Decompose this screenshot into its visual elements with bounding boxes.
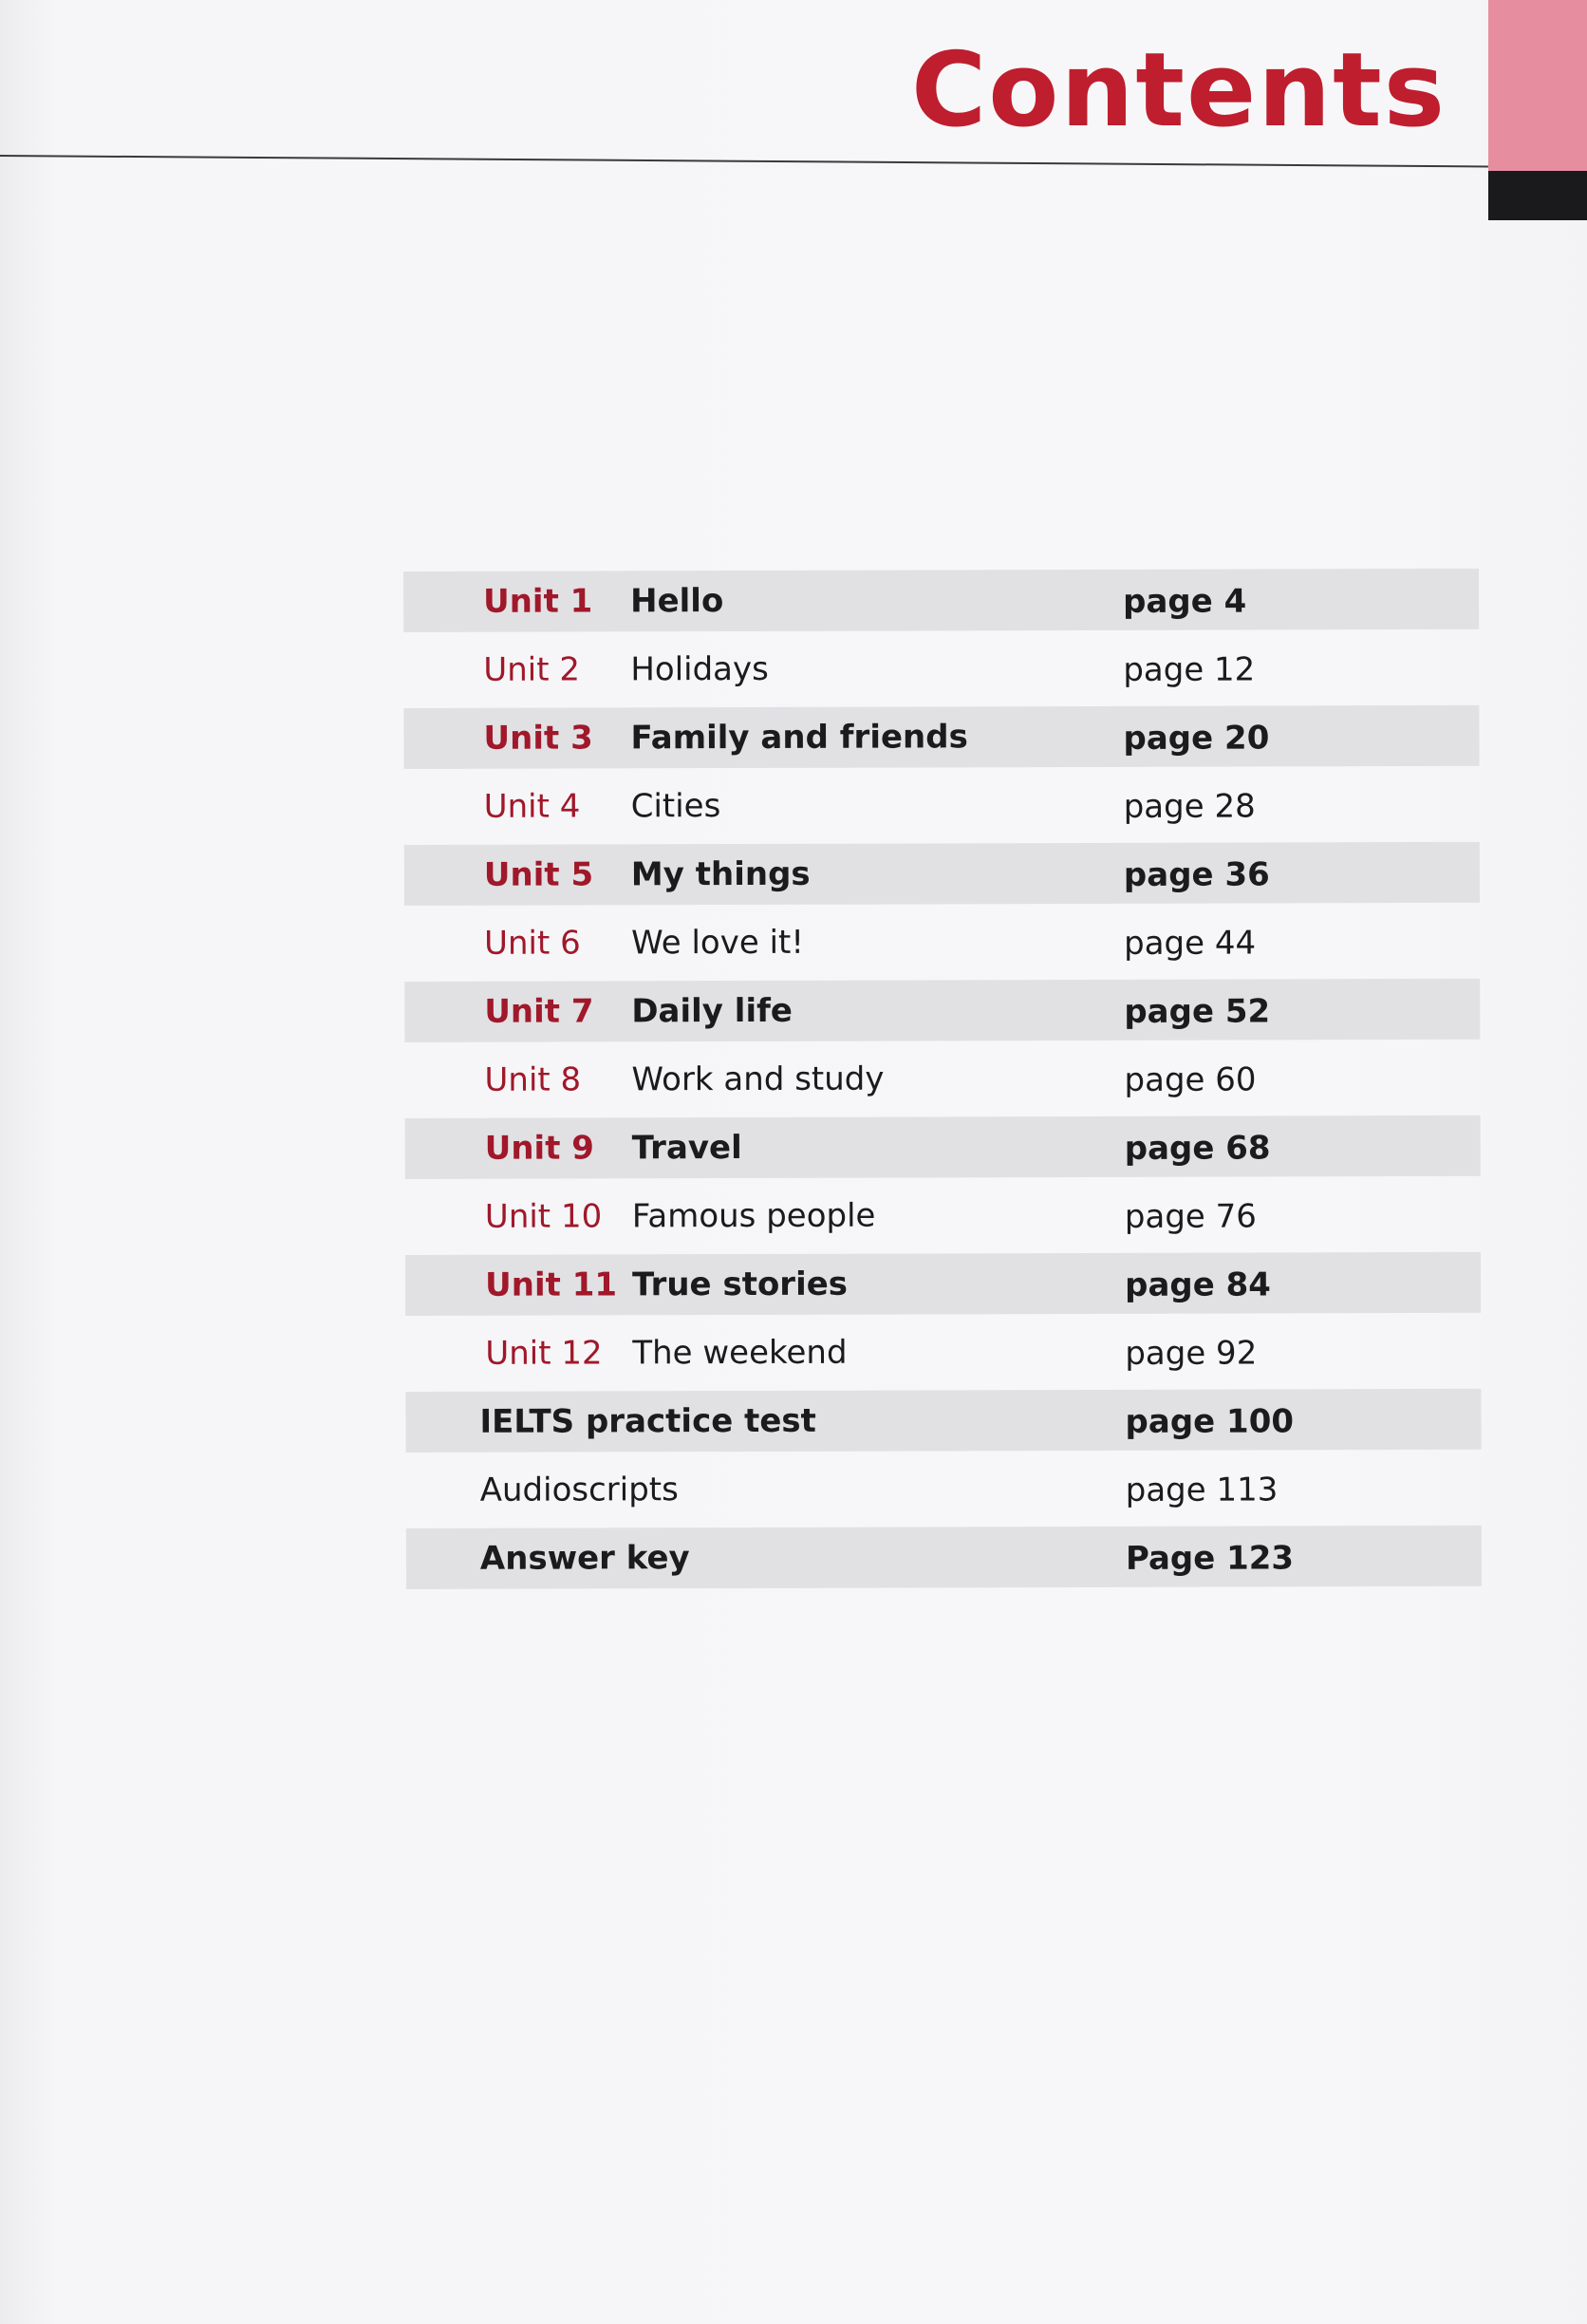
unit-title: Holidays	[630, 649, 769, 689]
unit-number: Unit 9	[484, 1129, 594, 1168]
unit-number: Unit 4	[483, 787, 581, 826]
page-ref: page 113	[1125, 1471, 1279, 1509]
toc-row-unit-12[interactable]	[405, 1321, 1481, 1384]
unit-title: Famous people	[631, 1196, 876, 1236]
unit-title: The weekend	[632, 1333, 848, 1373]
toc-row-unit-1[interactable]	[403, 569, 1479, 632]
page-ref: page 52	[1124, 992, 1271, 1031]
unit-title: Daily life	[631, 991, 793, 1031]
section-title: Answer key	[479, 1539, 690, 1578]
unit-title: Family and friends	[630, 718, 968, 758]
page-ref: page 68	[1124, 1129, 1271, 1168]
page-ref: page 20	[1123, 719, 1270, 758]
page-ref: Page 123	[1125, 1539, 1295, 1578]
page-ref: page 60	[1124, 1060, 1257, 1099]
page-ref: page 76	[1124, 1197, 1257, 1236]
unit-title: My things	[630, 854, 811, 894]
toc-row-unit-2[interactable]	[403, 637, 1479, 701]
toc-row-ielts-practice-test[interactable]	[405, 1389, 1481, 1452]
unit-number: Unit 3	[483, 719, 593, 758]
toc-row-audioscripts[interactable]	[406, 1457, 1482, 1521]
toc-row-unit-6[interactable]	[404, 910, 1480, 974]
page-title: Contents	[910, 31, 1447, 150]
toc-row-unit-11[interactable]	[405, 1252, 1481, 1316]
edge-tab-pink	[1488, 0, 1587, 171]
page-ref: page 44	[1124, 924, 1257, 963]
unit-title: True stories	[632, 1265, 849, 1304]
page-ref: page 100	[1125, 1402, 1295, 1441]
page-ref: page 4	[1123, 582, 1247, 621]
contents-table	[403, 569, 1482, 1597]
unit-title: Cities	[630, 787, 721, 826]
section-title: IELTS practice test	[479, 1401, 816, 1441]
unit-number: Unit 10	[484, 1197, 603, 1236]
section-title: Audioscripts	[479, 1471, 679, 1509]
toc-row-unit-4[interactable]	[404, 774, 1480, 837]
unit-number: Unit 2	[483, 650, 581, 689]
unit-number: Unit 8	[484, 1060, 582, 1099]
edge-tab-black	[1488, 171, 1587, 220]
toc-row-unit-7[interactable]	[404, 979, 1480, 1042]
unit-number: Unit 7	[484, 992, 594, 1031]
toc-row-unit-5[interactable]	[404, 842, 1480, 906]
unit-title: Work and study	[631, 1059, 885, 1099]
page-ref: page 28	[1123, 787, 1256, 826]
page-ref: page 36	[1123, 855, 1270, 894]
unit-number: Unit 12	[485, 1334, 603, 1373]
unit-number: Unit 1	[483, 582, 593, 621]
toc-row-unit-10[interactable]	[405, 1184, 1481, 1247]
toc-row-unit-8[interactable]	[404, 1047, 1480, 1111]
page-ref: page 12	[1123, 650, 1256, 689]
page-ref: page 84	[1125, 1265, 1272, 1304]
page-ref: page 92	[1125, 1334, 1258, 1373]
unit-title: We love it!	[631, 923, 805, 963]
unit-title: Hello	[630, 582, 724, 621]
toc-row-unit-9[interactable]	[405, 1115, 1481, 1179]
unit-title: Travel	[631, 1129, 742, 1168]
unit-number: Unit 11	[485, 1265, 618, 1304]
toc-row-unit-3[interactable]	[403, 705, 1479, 769]
unit-number: Unit 5	[483, 855, 594, 894]
unit-number: Unit 6	[484, 924, 581, 963]
toc-row-answer-key[interactable]	[406, 1526, 1482, 1589]
